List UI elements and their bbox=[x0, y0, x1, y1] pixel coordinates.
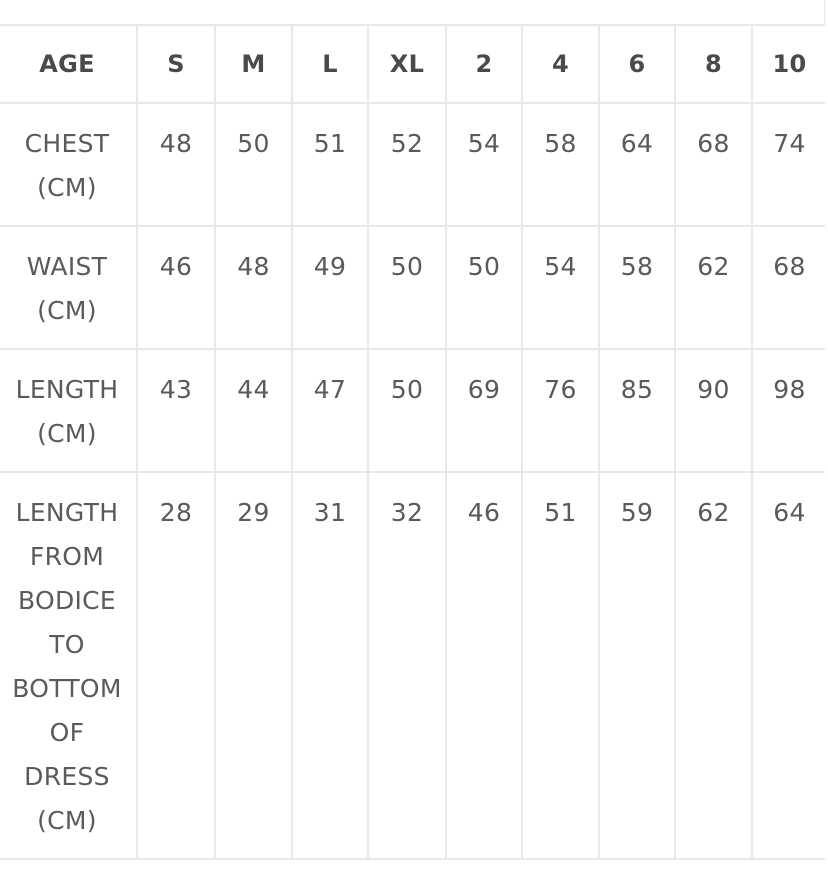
table-cell: 46 bbox=[137, 226, 215, 349]
table-cell: 59 bbox=[599, 472, 675, 859]
table-cell: 50 bbox=[215, 103, 292, 226]
header-size: 4 bbox=[522, 25, 599, 103]
table-cell: 48 bbox=[137, 103, 215, 226]
table-cell: 54 bbox=[446, 103, 522, 226]
table-row-bodice-length bbox=[0, 472, 827, 859]
table-cell: 68 bbox=[675, 103, 752, 226]
table-cell: 51 bbox=[522, 472, 599, 859]
table-cell: 62 bbox=[675, 472, 752, 859]
table-cell: 64 bbox=[752, 472, 827, 859]
row-label-chest: CHEST (CM) bbox=[0, 103, 137, 226]
table-row-chest bbox=[0, 103, 827, 226]
table-cell: 28 bbox=[137, 472, 215, 859]
table-cell: 54 bbox=[522, 226, 599, 349]
table-cell: 58 bbox=[522, 103, 599, 226]
row-label-length: LENGTH (CM) bbox=[0, 349, 137, 472]
header-row bbox=[0, 25, 827, 103]
table-cell: 58 bbox=[599, 226, 675, 349]
size-chart-table bbox=[0, 24, 828, 860]
table-cell: 64 bbox=[599, 103, 675, 226]
header-size: 6 bbox=[599, 25, 675, 103]
table-cell: 90 bbox=[675, 349, 752, 472]
table-cell: 44 bbox=[215, 349, 292, 472]
table-cell: 74 bbox=[752, 103, 827, 226]
table-cell: 43 bbox=[137, 349, 215, 472]
table-cell: 69 bbox=[446, 349, 522, 472]
header-size: L bbox=[292, 25, 368, 103]
header-size: 2 bbox=[446, 25, 522, 103]
table-cell: 98 bbox=[752, 349, 827, 472]
table-cell: 46 bbox=[446, 472, 522, 859]
table-top-frame bbox=[0, 0, 826, 24]
table-cell: 48 bbox=[215, 226, 292, 349]
table-row-length bbox=[0, 349, 827, 472]
table-cell: 76 bbox=[522, 349, 599, 472]
header-size: M bbox=[215, 25, 292, 103]
header-size: S bbox=[137, 25, 215, 103]
table-cell: 50 bbox=[368, 226, 446, 349]
row-label-bodice-length: LENGTH FROM BODICE TO BOTTOM OF DRESS (CM) bbox=[0, 472, 137, 859]
table-cell: 51 bbox=[292, 103, 368, 226]
header-size: 10 bbox=[752, 25, 827, 103]
table-cell: 68 bbox=[752, 226, 827, 349]
table-cell: 52 bbox=[368, 103, 446, 226]
header-size: 8 bbox=[675, 25, 752, 103]
table-row-waist bbox=[0, 226, 827, 349]
table-cell: 32 bbox=[368, 472, 446, 859]
table-cell: 50 bbox=[446, 226, 522, 349]
table-cell: 85 bbox=[599, 349, 675, 472]
table-cell: 50 bbox=[368, 349, 446, 472]
table-cell: 47 bbox=[292, 349, 368, 472]
row-label-waist: WAIST (CM) bbox=[0, 226, 137, 349]
table-cell: 62 bbox=[675, 226, 752, 349]
table-cell: 31 bbox=[292, 472, 368, 859]
header-age: AGE bbox=[0, 25, 137, 103]
table-cell: 29 bbox=[215, 472, 292, 859]
header-size: XL bbox=[368, 25, 446, 103]
table-cell: 49 bbox=[292, 226, 368, 349]
